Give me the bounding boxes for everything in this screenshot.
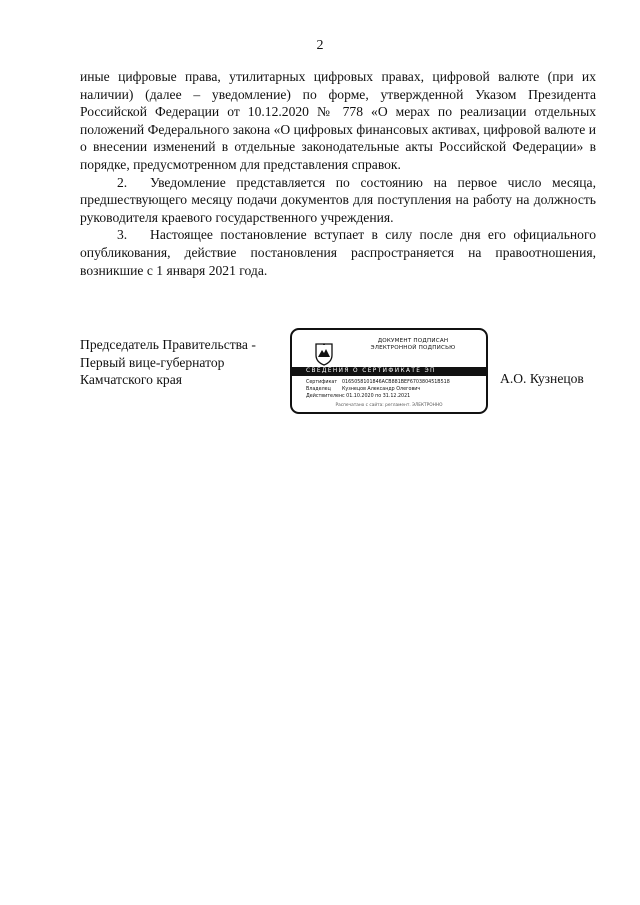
validity-label: Действителен (306, 394, 343, 399)
paragraph-continuation: иные цифровые права, утилитарных цифровых правах, цифровой валюте (при их наличии) (далее – уведомление) по форме, утвержденной Указом Президента Российской Федерации от 10.12.2020 № 778 «О мерах по реализации отдельных положений Федерального закона «О цифровых финансовых активах, цифровой валюте и о внесении изменений в отдельные законодательные акты Российской Федерации» в порядке, предусмотренном для представления справок. (80, 69, 596, 172)
stamp-heading (348, 338, 478, 352)
owner-value: Кузнецов Александр Олегович (342, 387, 421, 392)
validity-value: с 01.10.2020 по 31.12.2021 (342, 394, 411, 399)
paragraph-2 (80, 174, 596, 227)
stamp-footer: Распечатано с сайта: регламент. ЭЛЕКТРОННО (335, 403, 443, 408)
paragraph-text: Настоящее постановление вступает в силу после дня его официального опубликования, действие постановления распространяется на правоотношения, возникшие с 1 января 2021 года. (80, 227, 596, 278)
paragraph-3 (80, 226, 596, 279)
stamp-heading-line: ДОКУМЕНТ ПОДПИСАН (377, 338, 449, 344)
certificate-row (306, 380, 450, 386)
coat-of-arms-icon (314, 342, 334, 366)
validity-row (306, 394, 410, 400)
signer-title-line: Камчатского края (80, 372, 183, 388)
electronic-signature-stamp (290, 328, 488, 414)
paragraph-text: Уведомление представляется по состоянию на первое число месяца, предшествующего месяцу подачи документов для поступления на работу на должность руководителя краевого государственного учреждения. (80, 174, 596, 225)
page-number: 2 (316, 38, 324, 53)
signer-name: А.О. Кузнецов (500, 371, 584, 386)
stamp-heading-line: ЭЛЕКТРОННОЙ ПОДПИСЬЮ (370, 345, 456, 351)
signer-title-line: Председатель Правительства - (80, 337, 256, 352)
signer-title (80, 336, 256, 389)
document-body (80, 68, 596, 279)
certificate-label: Сертификат (306, 380, 338, 385)
paragraph-number: 2. (117, 174, 128, 190)
paragraph-number: 3. (117, 227, 128, 243)
stamp-band: СВЕДЕНИЯ О СЕРТИФИКАТЕ ЭП (292, 367, 486, 376)
owner-label: Владелец (306, 387, 331, 392)
signer-title-line: Первый вице-губернатор (80, 354, 225, 370)
owner-row (306, 387, 420, 393)
certificate-value: 0165058101846АСВ881ВЕF670380451В518 (342, 380, 450, 385)
